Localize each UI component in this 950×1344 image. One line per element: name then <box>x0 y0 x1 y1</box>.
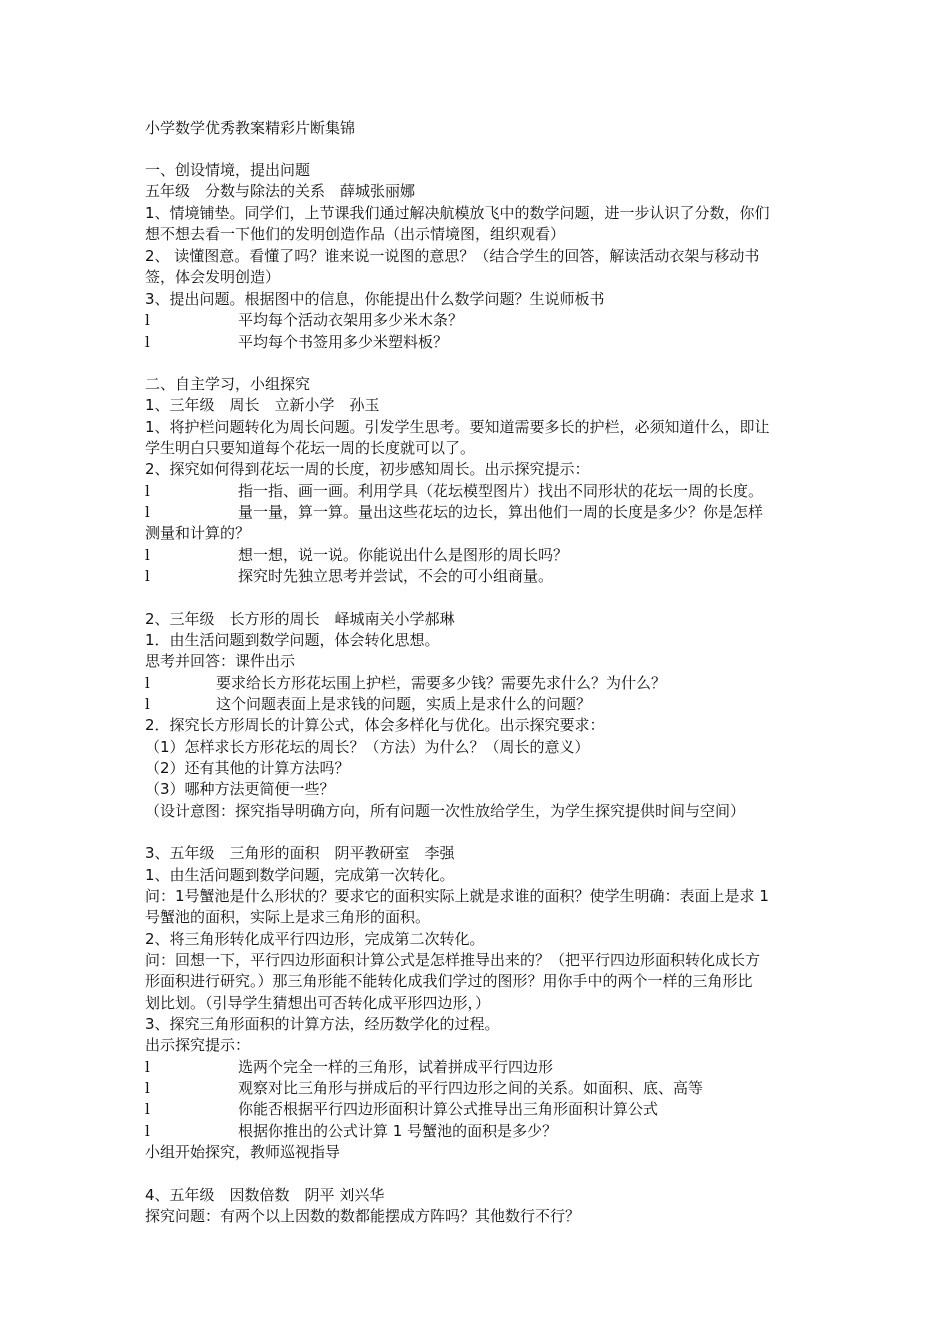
bullet-marker: l <box>145 674 150 692</box>
section-heading: 二、自主学习，小组探究 <box>145 375 311 393</box>
paragraph: 1、由生活问题到数学问题，完成第一次转化。 <box>145 866 455 884</box>
paragraph: 问：回想一下，平行四边形面积计算公式是怎样推导出来的？（把平行四边形面积转化成长方 <box>145 951 761 969</box>
paragraph: 签，体会发明创造） <box>145 268 281 286</box>
bullet-marker: l <box>145 482 150 500</box>
bullet-item: 量一量，算一算。量出这些花坛的边长，算出他们一周的长度是多少？你是怎样 <box>238 503 764 521</box>
question-item: （3）哪种方法更简便一些？ <box>145 780 335 798</box>
paragraph: 学生明白只要知道每个花坛一周的长度就可以了。 <box>145 439 476 457</box>
lesson-subtitle: 五年级 分数与除法的关系 薛城张丽娜 <box>145 182 416 200</box>
bullet-item: 要求给长方形花坛围上护栏，需要多少钱？需要先求什么？为什么？ <box>216 674 667 692</box>
paragraph: 2、将三角形转化成平行四边形，完成第二次转化。 <box>145 930 485 948</box>
bullet-item: 这个问题表面上是求钱的问题，实质上是求什么的问题？ <box>216 695 592 713</box>
bullet-marker: l <box>145 333 150 351</box>
paragraph: 想不想去看一下他们的发明创造作品（出示情境图，组织观看） <box>145 225 566 243</box>
section-heading: 3、五年级 三角形的面积 阴平教研室 李强 <box>145 844 455 862</box>
bullet-marker: l <box>145 503 150 521</box>
paragraph: 号蟹池的面积，实际上是求三角形的面积。 <box>145 908 431 926</box>
paragraph: 1．由生活问题到数学问题，体会转化思想。 <box>145 631 440 649</box>
paragraph: 2、探究如何得到花坛一周的长度，初步感知周长。出示探究提示： <box>145 460 590 478</box>
paragraph: 2．探究长方形周长的计算公式，体会多样化与优化。出示探究要求： <box>145 716 605 734</box>
bullet-marker: l <box>145 1122 150 1140</box>
paragraph: 1、情境铺垫。同学们，上节课我们通过解决航模放飞中的数学问题，进一步认识了分数，你们 <box>145 204 770 222</box>
bullet-item: 平均每个书签用多少米塑料板？ <box>238 333 449 351</box>
bullet-item: 平均每个活动衣架用多少米木条？ <box>238 311 464 329</box>
design-note: （设计意图：探究指导明确方向，所有问题一次性放给学生，为学生探究提供时间与空间） <box>145 802 746 820</box>
paragraph: 探究问题：有两个以上因数的数都能摆成方阵吗？其他数行不行？ <box>145 1207 581 1225</box>
bullet-item: 想一想，说一说。你能说出什么是图形的周长吗？ <box>238 546 569 564</box>
bullet-item: 指一指、画一画。利用学具（花坛模型图片）找出不同形状的花坛一周的长度。 <box>238 482 764 500</box>
paragraph: 2、 读懂图意。看懂了吗？谁来说一说图的意思？（结合学生的回答，解读活动衣架与移动书 <box>145 247 760 265</box>
paragraph: 问：1号蟹池是什么形状的？要求它的面积实际上就是求谁的面积？使学生明确：表面上是求 1 <box>145 887 769 905</box>
bullet-marker: l <box>145 546 150 564</box>
bullet-item: 根据你推出的公式计算 1 号蟹池的面积是多少？ <box>238 1122 558 1140</box>
bullet-marker: l <box>145 567 150 585</box>
paragraph: 思考并回答：课件出示 <box>145 652 296 670</box>
bullet-marker: l <box>145 1058 150 1076</box>
section-heading: 4、五年级 因数倍数 阴平 刘兴华 <box>145 1186 385 1204</box>
section-heading: 2、三年级 长方形的周长 峄城南关小学郝琳 <box>145 610 455 628</box>
bullet-item-continued: 测量和计算的？ <box>145 524 251 542</box>
paragraph: 3、提出问题。根据图中的信息，你能提出什么数学问题？生说师板书 <box>145 290 605 308</box>
question-item: （1）怎样求长方形花坛的周长？（方法）为什么？（周长的意义） <box>145 738 590 756</box>
lesson-subtitle: 1、三年级 周长 立新小学 孙玉 <box>145 396 380 414</box>
paragraph: 1、将护栏问题转化为周长问题。引发学生思考。要知道需要多长的护栏，必须知道什么，即让 <box>145 418 770 436</box>
paragraph: 形面积进行研究。）那三角形能不能转化成我们学过的图形？用你手中的两个一样的三角形比 <box>145 972 753 990</box>
bullet-marker: l <box>145 1079 150 1097</box>
paragraph: 划比划。（引导学生猜想出可否转化成平形四边形，） <box>145 994 491 1012</box>
question-item: （2）还有其他的计算方法吗？ <box>145 759 350 777</box>
paragraph: 小组开始探究，教师巡视指导 <box>145 1143 341 1161</box>
document-title: 小学数学优秀教案精彩片断集锦 <box>145 119 356 137</box>
paragraph: 出示探究提示： <box>145 1036 251 1054</box>
section-heading: 一、创设情境，提出问题 <box>145 161 311 179</box>
bullet-marker: l <box>145 695 150 713</box>
bullet-item: 探究时先独立思考并尝试，不会的可小组商量。 <box>238 567 554 585</box>
paragraph: 3、探究三角形面积的计算方法，经历数学化的过程。 <box>145 1015 500 1033</box>
bullet-item: 观察对比三角形与拼成后的平行四边形之间的关系。如面积、底、高等 <box>238 1079 704 1097</box>
bullet-marker: l <box>145 1100 150 1118</box>
bullet-item: 选两个完全一样的三角形，试着拼成平行四边形 <box>238 1058 554 1076</box>
bullet-marker: l <box>145 311 150 329</box>
bullet-item: 你能否根据平行四边形面积计算公式推导出三角形面积计算公式 <box>238 1100 659 1118</box>
